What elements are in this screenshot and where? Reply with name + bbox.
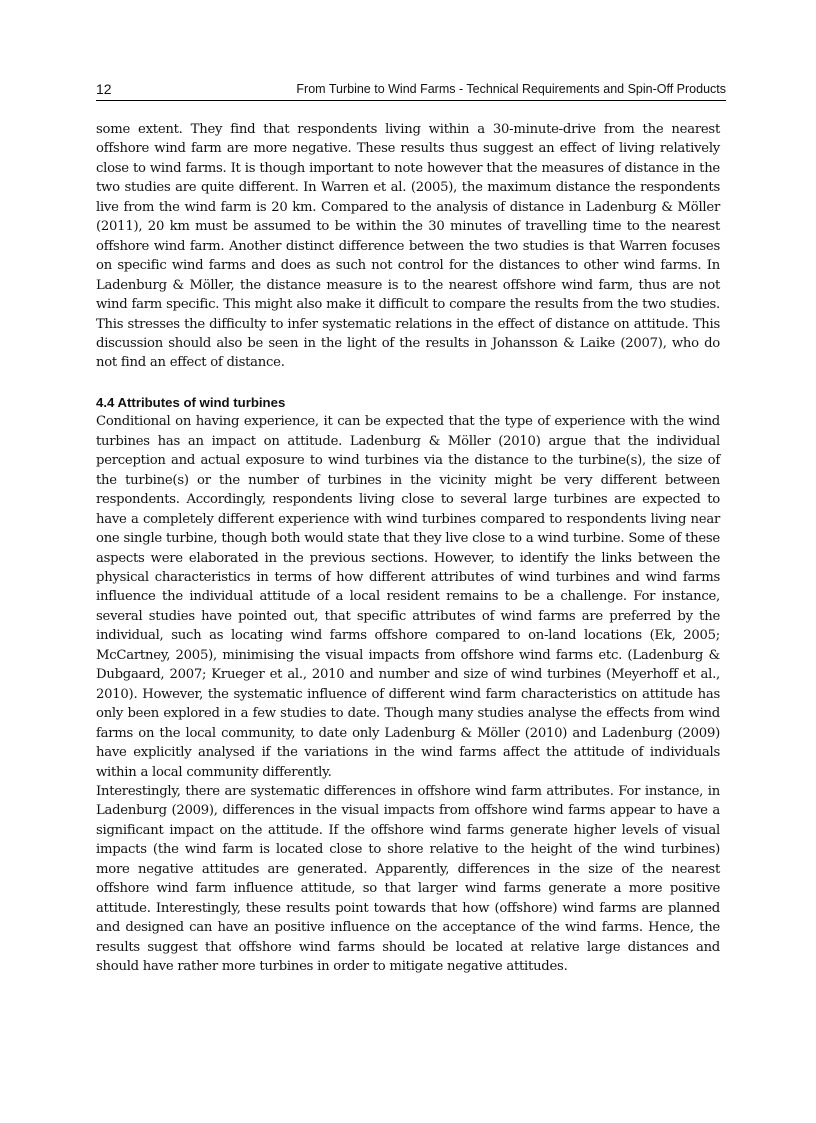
paragraph-offshore-attributes: Interestingly, there are systematic differences in offshore wind farm attributes. For instance, in Ladenburg (2009), differences in the visual impacts from offshore wind farms appear to have a significant impact on the attitude. If the offshore wind farms generate higher levels of visual impacts (the wind farm is located close to shore relative to the height of the wind turbines) more negative attitudes are generated. Apparently, differences in the size of the nearest offshore wind farm influence attitude, so that larger wind farms generate a more positive attitude. Interestingly, these results point towards that how (offshore) wind farms are planned and designed can have an positive influence on the acceptance of the wind farms. Hence, the results suggest that offshore wind farms should be located at relative large distances and should have rather more turbines in order to mitigate negative attitudes. <box>96 783 720 975</box>
page-header <box>96 80 726 101</box>
body-text <box>96 120 720 976</box>
page-number: 12 <box>96 81 112 97</box>
paragraph-distance-discussion: some extent. They find that respondents living within a 30-minute-drive from the nearest offshore wind farm are more negative. These results thus suggest an effect of living relatively close to wind farms. It is though important to note however that the measures of distance in the two studies are quite different. In Warren et al. (2005), the maximum distance the respondents live from the wind farm is 20 km. Compared to the analysis of distance in Ladenburg & Möller (2011), 20 km must be assumed to be within the 30 minutes of travelling time to the nearest offshore wind farm. Another distinct difference between the two studies is that Warren focuses on specific wind farms and does as such not control for the distances to other wind farms. In Ladenburg & Möller, the distance measure is to the nearest offshore wind farm, thus are not wind farm specific. This might also make it difficult to compare the results from the two studies. This stresses the difficulty to infer systematic relations in the effect of distance on attitude. This discussion should also be seen in the light of the results in Johansson & Laike (2007), who do not find an effect of distance. <box>96 122 720 371</box>
paragraph-attributes-intro: Conditional on having experience, it can be expected that the type of experience with the wind turbines has an impact on attitude. Ladenburg & Möller (2010) argue that the individual perception and actual exposure to wind turbines via the distance to the turbine(s), the size of the turbine(s) or the number of turbines in the vicinity might be very different between respondents. Accordingly, respondents living close to several large turbines are expected to have a completely different experience with wind turbines compared to respondents living near one single turbine, though both would state that they live close to a wind turbine. Some of these aspects were elaborated in the previous sections. However, to identify the links between the physical characteristics in terms of how different attributes of wind turbines and wind farms influence the individual attitude of a local resident remains to be a challenge. For instance, several studies have pointed out, that specific attributes of wind farms are preferred by the individual, such as locating wind farms offshore compared to on-land locations (Ek, 2005; McCartney, 2005), minimising the visual impacts from offshore wind farms etc. (Ladenburg & Dubgaard, 2007; Krueger et al., 2010 and number and size of wind turbines (Meyerhoff et al., 2010). However, the systematic influence of different wind farm characteristics on attitude has only been explored in a few studies to date. Though many studies analyse the effects from wind farms on the local community, to date only Ladenburg & Möller (2010) and Ladenburg (2009) have explicitly analysed if the variations in the wind farms affect the attitude of individuals within a local community differently. <box>96 414 720 780</box>
running-title: From Turbine to Wind Farms - Technical Requirements and Spin-Off Products <box>296 82 726 96</box>
section-heading: 4.4 Attributes of wind turbines <box>96 394 286 410</box>
